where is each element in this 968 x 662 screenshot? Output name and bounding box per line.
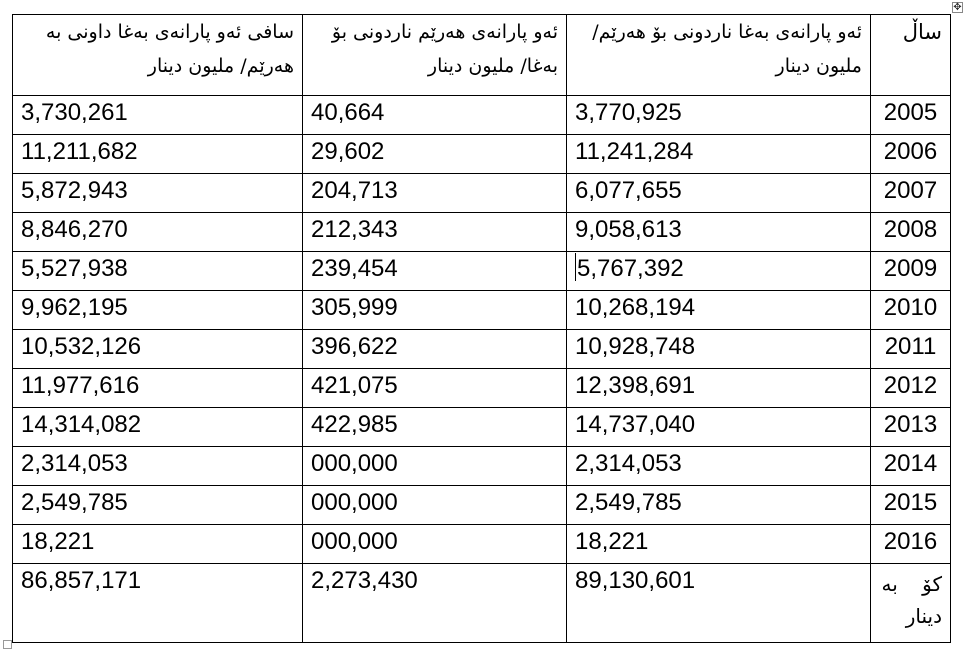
cell-year[interactable]: 2006 (871, 135, 951, 174)
cell-baghdad-to-region[interactable]: 2,314,053 (567, 447, 871, 486)
cell-year[interactable]: 2007 (871, 174, 951, 213)
cell-region-to-baghdad[interactable]: 422,985 (303, 408, 567, 447)
table-row (13, 174, 951, 213)
totals-row (13, 564, 951, 643)
header-year[interactable]: ساڵ (871, 15, 951, 96)
cell-net-transfer[interactable]: 10,532,126 (13, 330, 303, 369)
header-row (13, 15, 951, 96)
cell-baghdad-to-region[interactable]: 14,737,040 (567, 408, 871, 447)
cell-total-baghdad-to-region[interactable]: 89,130,601 (567, 564, 871, 643)
cell-net-transfer[interactable]: 11,211,682 (13, 135, 303, 174)
table-row (13, 486, 951, 525)
cell-net-transfer[interactable]: 2,314,053 (13, 447, 303, 486)
cell-region-to-baghdad[interactable]: 204,713 (303, 174, 567, 213)
cell-total-label[interactable] (871, 564, 951, 643)
cell-region-to-baghdad[interactable]: 305,999 (303, 291, 567, 330)
table-row (13, 135, 951, 174)
text-cursor (575, 253, 576, 281)
cell-year[interactable]: 2014 (871, 447, 951, 486)
cell-value: 5,767,392 (577, 255, 684, 282)
table-row (13, 408, 951, 447)
cell-region-to-baghdad[interactable]: 000,000 (303, 525, 567, 564)
cell-region-to-baghdad[interactable]: 421,075 (303, 369, 567, 408)
cell-net-transfer[interactable]: 5,872,943 (13, 174, 303, 213)
cell-year[interactable]: 2011 (871, 330, 951, 369)
cell-baghdad-to-region[interactable]: 3,770,925 (567, 96, 871, 135)
table-row (13, 369, 951, 408)
cell-baghdad-to-region[interactable]: 6,077,655 (567, 174, 871, 213)
cell-year[interactable]: 2010 (871, 291, 951, 330)
cell-year[interactable]: 2008 (871, 213, 951, 252)
cell-year[interactable]: 2015 (871, 486, 951, 525)
cell-region-to-baghdad[interactable]: 40,664 (303, 96, 567, 135)
cell-baghdad-to-region[interactable]: 2,549,785 (567, 486, 871, 525)
cell-net-transfer[interactable]: 8,846,270 (13, 213, 303, 252)
cell-baghdad-to-region-with-cursor[interactable] (567, 252, 871, 291)
cell-total-region-to-baghdad[interactable]: 2,273,430 (303, 564, 567, 643)
cell-region-to-baghdad[interactable]: 000,000 (303, 447, 567, 486)
cell-baghdad-to-region[interactable]: 18,221 (567, 525, 871, 564)
header-baghdad-to-region[interactable]: ئەو پارانەی بەغا ناردونی بۆ هەرێم/ ملیون دینار (567, 15, 871, 96)
cell-year[interactable]: 2016 (871, 525, 951, 564)
table-row (13, 291, 951, 330)
table-row (13, 525, 951, 564)
cell-year[interactable]: 2005 (871, 96, 951, 135)
cell-baghdad-to-region[interactable]: 10,928,748 (567, 330, 871, 369)
budget-transfer-table (12, 14, 951, 643)
cell-net-transfer[interactable]: 5,527,938 (13, 252, 303, 291)
cell-baghdad-to-region[interactable]: 12,398,691 (567, 369, 871, 408)
cell-region-to-baghdad[interactable]: 396,622 (303, 330, 567, 369)
cell-total-net-transfer[interactable]: 86,857,171 (13, 564, 303, 643)
cell-baghdad-to-region[interactable]: 9,058,613 (567, 213, 871, 252)
cell-region-to-baghdad[interactable]: 29,602 (303, 135, 567, 174)
cell-net-transfer[interactable]: 11,977,616 (13, 369, 303, 408)
table-row (13, 447, 951, 486)
cell-year[interactable]: 2013 (871, 408, 951, 447)
total-label-line2: دینار (905, 604, 942, 628)
table-move-handle[interactable] (952, 2, 963, 13)
header-net-transfer[interactable]: سافی ئەو پارانەی بەغا داونی بە هەرێم/ ملیون دینار (13, 15, 303, 96)
cell-region-to-baghdad[interactable]: 239,454 (303, 252, 567, 291)
cell-baghdad-to-region[interactable]: 11,241,284 (567, 135, 871, 174)
cell-net-transfer[interactable]: 2,549,785 (13, 486, 303, 525)
table-row (13, 96, 951, 135)
resize-handle-icon[interactable] (3, 640, 12, 649)
cell-baghdad-to-region[interactable]: 10,268,194 (567, 291, 871, 330)
cell-region-to-baghdad[interactable]: 000,000 (303, 486, 567, 525)
header-region-to-baghdad[interactable]: ئەو پارانەی هەرێم ناردونی بۆ بەغا/ ملیون دینار (303, 15, 567, 96)
cell-year[interactable]: 2009 (871, 252, 951, 291)
table-row (13, 213, 951, 252)
cell-region-to-baghdad[interactable]: 212,343 (303, 213, 567, 252)
total-label-line1: کۆ بە (881, 572, 942, 596)
move-handle-icon: ✥ (953, 2, 962, 13)
cell-year[interactable]: 2012 (871, 369, 951, 408)
cell-net-transfer[interactable]: 3,730,261 (13, 96, 303, 135)
cell-net-transfer[interactable]: 14,314,082 (13, 408, 303, 447)
table-row (13, 330, 951, 369)
cell-net-transfer[interactable]: 18,221 (13, 525, 303, 564)
table-row (13, 252, 951, 291)
cell-net-transfer[interactable]: 9,962,195 (13, 291, 303, 330)
